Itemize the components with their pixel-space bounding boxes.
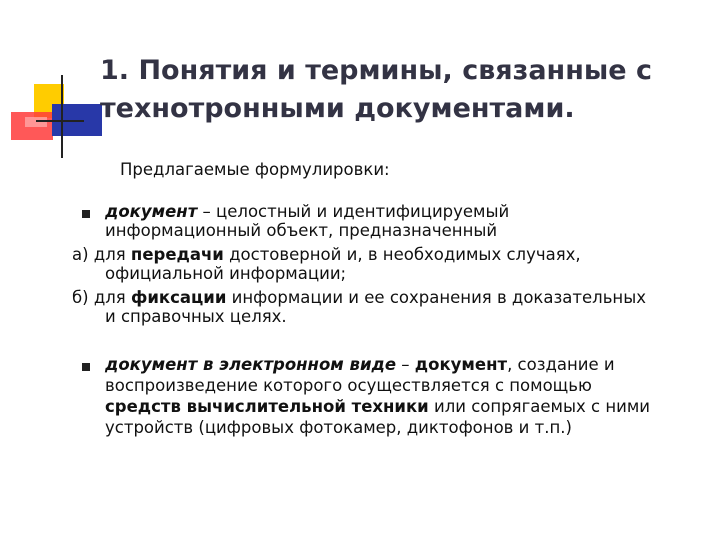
logo-pale-square — [25, 117, 47, 127]
item2-line1-text: , создание и — [507, 355, 615, 374]
title-line-1: 1. Понятия и термины, связанные с — [100, 55, 652, 86]
item1-line1 — [105, 203, 509, 221]
item1-a-post: достоверной и, в необходимых случаях, — [223, 245, 581, 264]
bullet-icon — [82, 363, 90, 371]
item2-line3-post: или сопрягаемых с ними — [428, 397, 651, 416]
item2-term2: документ — [414, 355, 508, 374]
item2-line1 — [105, 356, 615, 374]
item1-line1-text: целостный и идентифицируемый — [216, 202, 510, 221]
logo-horizontal-line — [36, 120, 84, 122]
item2-term: документ в электронном виде — [105, 355, 397, 374]
item2-line4: устройств (цифровых фотокамер, диктофонов и т.п.) — [105, 418, 572, 437]
item1-term: документ — [105, 202, 198, 221]
item1-line2: информационный объект, предназначенный — [105, 221, 498, 240]
title-line-2: технотронными документами. — [100, 93, 575, 124]
item2-line3-bold: средств вычислительной техники — [105, 397, 429, 416]
item1-b-line2: и справочных целях. — [105, 307, 287, 326]
item2-line2: воспроизведение которого осуществляется с помощью — [105, 376, 592, 395]
item1-a-pre: а) для — [72, 245, 131, 264]
item1-b-line — [72, 289, 646, 307]
item1-b-pre: б) для — [72, 288, 131, 307]
logo-vertical-line — [61, 75, 63, 158]
item2-dash: – — [396, 355, 415, 374]
item1-a-line — [72, 246, 581, 264]
item1-a-bold: передачи — [130, 245, 224, 264]
item1-b-post: информации и ее сохранения в доказательных — [226, 288, 647, 307]
bullet-icon — [82, 210, 90, 218]
slide-title — [100, 52, 700, 128]
decorative-logo — [0, 0, 110, 170]
item1-dash: – — [197, 202, 217, 221]
subtitle: Предлагаемые формулировки: — [120, 160, 390, 179]
item2-line3 — [105, 398, 650, 416]
item1-b-bold: фиксации — [130, 288, 227, 307]
item1-a-line2: официальной информации; — [105, 264, 347, 283]
